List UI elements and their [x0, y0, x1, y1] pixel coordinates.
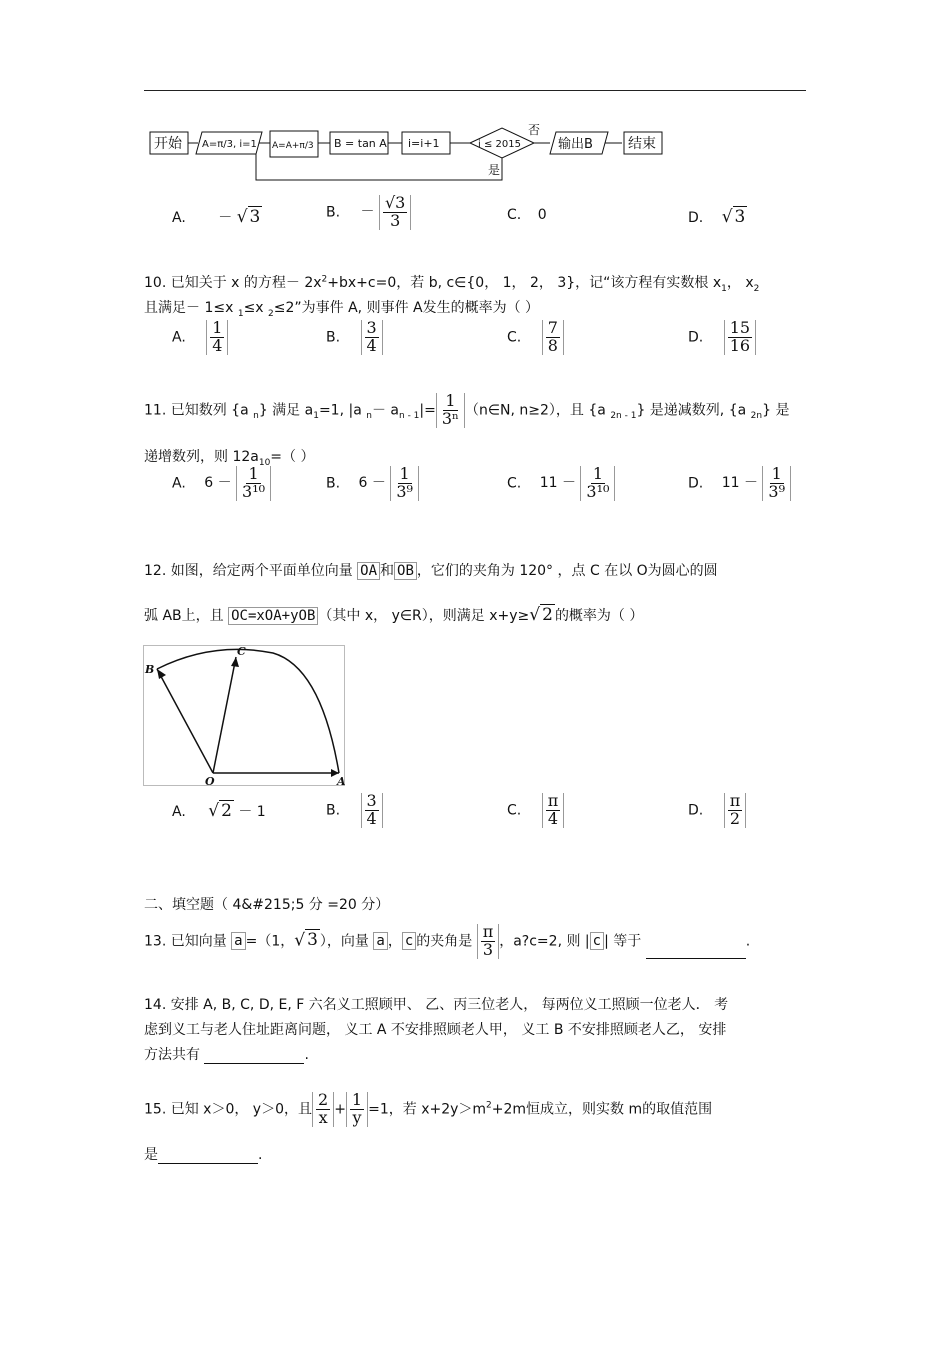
- text: } 满足 a: [258, 402, 314, 419]
- q10-line1: [144, 272, 759, 294]
- q11-option-c[interactable]: [507, 466, 615, 501]
- denominator: 3¹⁰: [242, 481, 266, 501]
- sup: 2: [486, 1100, 492, 1111]
- q10-line2: [144, 297, 539, 319]
- text: 的夹角是: [416, 933, 477, 950]
- radicand: 2: [542, 605, 553, 625]
- text: 11. 已知数列 {a: [144, 402, 254, 419]
- sqrt-expr: √ 3: [721, 207, 746, 227]
- denominator: 4: [212, 335, 223, 355]
- text: （n∈N, n≥2），且 {a: [464, 402, 611, 419]
- text: =（1，: [245, 933, 295, 950]
- q10-option-d[interactable]: [688, 320, 756, 355]
- text: =1: [368, 1101, 389, 1118]
- label-c: C: [237, 645, 246, 658]
- numerator: 1: [212, 318, 223, 337]
- sqrt-expr: √ 2: [208, 801, 232, 821]
- arc-ab: [157, 649, 339, 773]
- q12-option-d[interactable]: [688, 793, 746, 828]
- sub: 2n - 1: [610, 411, 637, 422]
- q15-line1: [144, 1092, 712, 1127]
- numerator: 1: [399, 464, 410, 483]
- q12-figure: [143, 645, 347, 787]
- flow-stepB: B = tan A: [334, 137, 387, 150]
- q12-option-c[interactable]: [507, 793, 564, 828]
- option-label: D.: [688, 802, 704, 819]
- numerator: 15: [729, 318, 751, 337]
- option-label: A.: [172, 210, 186, 226]
- option-label: B.: [326, 329, 341, 346]
- flow-cond: i ≤ 2015: [478, 139, 521, 150]
- label-o: O: [205, 775, 215, 787]
- sup: 2: [321, 274, 328, 285]
- q15-line2: [144, 1144, 262, 1164]
- text: 方法共有: [144, 1047, 205, 1063]
- option-label: C.: [507, 802, 522, 819]
- option-label: D.: [688, 329, 704, 346]
- denominator: 3ⁿ: [441, 408, 459, 428]
- answer-blank[interactable]: [204, 1049, 304, 1064]
- numerator: 3: [366, 318, 377, 337]
- numerator: 1: [248, 464, 259, 483]
- fraction: [542, 793, 565, 828]
- flow-init: A=π/3, i=1: [202, 139, 257, 150]
- fraction: [361, 320, 383, 355]
- fraction: [206, 320, 228, 355]
- denominator: 3⁹: [768, 481, 785, 501]
- q11-option-b[interactable]: [326, 466, 419, 501]
- vector-a: a: [231, 932, 245, 950]
- q13-line: [144, 924, 750, 959]
- q14-line2: 虑到义工与老人住址距离问题， 义工 A 不安排照顾老人甲， 义工 B 不安排照顾老人乙， 安排: [144, 1022, 727, 1038]
- flow-start: 开始: [154, 136, 182, 152]
- fraction: [542, 320, 564, 355]
- radicand: 3: [307, 930, 318, 951]
- denominator: 3: [482, 939, 494, 959]
- denominator: 4: [366, 335, 377, 355]
- q9-option-d[interactable]: [688, 207, 747, 227]
- option-tail: － 1: [238, 804, 266, 820]
- numerator: π: [482, 922, 494, 941]
- denominator: 2: [729, 808, 741, 828]
- q12-line1: [144, 560, 718, 580]
- text: .: [258, 1147, 263, 1163]
- fraction: [477, 924, 500, 959]
- fraction: [436, 393, 465, 428]
- q10-option-c[interactable]: [507, 320, 564, 355]
- flow-no: 否: [528, 123, 541, 137]
- q10-option-a[interactable]: [172, 320, 228, 355]
- text: } 是: [762, 402, 790, 419]
- flow-yes: 是: [488, 163, 501, 177]
- radicand: 3: [734, 207, 746, 227]
- sub: 2: [268, 308, 274, 319]
- q12-line2: [144, 605, 643, 625]
- fraction: [724, 793, 747, 828]
- sub: 2: [753, 283, 760, 294]
- sub: 1: [313, 411, 319, 422]
- answer-blank[interactable]: [646, 944, 746, 959]
- numerator: π: [547, 791, 559, 810]
- text: +bx+c=0，若 b, c∈{0， 1， 2， 3}，记“该方程有实数根 x: [327, 275, 722, 291]
- option-label: C.: [507, 329, 522, 346]
- minus-sign: －: [360, 204, 375, 221]
- text: 12. 如图，给定两个平面单位向量: [144, 563, 358, 579]
- text: ，: [387, 933, 402, 950]
- numerator: 1: [351, 1090, 363, 1109]
- denominator: 8: [547, 335, 558, 355]
- text: +: [334, 1101, 346, 1118]
- text: 递增数列，则 12a: [144, 449, 259, 465]
- denominator: x: [318, 1107, 328, 1127]
- option-lead: 11 －: [539, 475, 576, 492]
- vector-ob: OB: [394, 562, 417, 580]
- sub: n - 1: [399, 411, 420, 422]
- sqrt-expr: √ 3: [294, 930, 318, 951]
- fraction: [361, 793, 383, 828]
- vector-oc-expr: OC=xOA+yOB: [228, 607, 318, 625]
- text: ，: [499, 933, 514, 950]
- label-a: A: [337, 775, 346, 787]
- option-lead: 6 －: [358, 475, 386, 492]
- text: 是: [144, 1147, 158, 1163]
- option-label: A.: [172, 475, 186, 492]
- q11-line1: [144, 393, 789, 428]
- text: ，若 x+2y＞m: [388, 1101, 487, 1118]
- text: ），向量: [319, 933, 374, 950]
- text: （其中 x， y∈R），则满足 x+y≥: [318, 608, 530, 624]
- sub: n: [366, 411, 372, 422]
- text: | 等于: [604, 933, 642, 950]
- text: 的概率为（ ）: [554, 608, 644, 624]
- option-value: 0: [537, 207, 547, 223]
- vector-oa: OA: [357, 562, 380, 580]
- q10-option-b[interactable]: [326, 320, 383, 355]
- flow-out: 输出B: [558, 137, 593, 152]
- option-label: B.: [326, 204, 341, 221]
- text: ≤2”为事件 A, 则事件 A发生的概率为（ ）: [273, 300, 540, 316]
- numerator: 1: [771, 464, 782, 483]
- q11-line2: [144, 446, 314, 468]
- sub: 1: [721, 283, 727, 294]
- flow-end: 结束: [628, 136, 656, 152]
- arrowhead-b: [157, 669, 166, 679]
- q12-option-b[interactable]: [326, 793, 383, 828]
- text: ≤x: [243, 300, 269, 316]
- text: 且满足－ 1≤x: [144, 300, 238, 316]
- sub: n: [253, 411, 259, 422]
- numerator: 1: [592, 464, 603, 483]
- text: .: [745, 933, 751, 950]
- option-label: C.: [507, 475, 522, 492]
- flow-stepI: i=i+1: [408, 137, 440, 150]
- fraction: [236, 466, 271, 501]
- text: =（ ）: [270, 449, 315, 465]
- fraction: [580, 466, 615, 501]
- vector-c: c: [402, 932, 416, 950]
- vector-c: c: [590, 932, 604, 950]
- sub: 1: [237, 308, 244, 319]
- q14-line3: [144, 1044, 309, 1064]
- header-rule: [144, 90, 806, 91]
- denominator: 3¹⁰: [586, 481, 610, 501]
- option-label: A.: [172, 804, 186, 820]
- text: a?c=2, 则 |: [513, 933, 590, 950]
- q9-option-a[interactable]: [172, 207, 262, 227]
- option-label: A.: [172, 329, 186, 346]
- q9-flowchart: [144, 122, 664, 186]
- option-label: C.: [507, 207, 522, 223]
- fraction: [724, 320, 756, 355]
- sub: 10: [258, 457, 271, 468]
- denominator: 3⁹: [396, 481, 413, 501]
- option-lead: 6 －: [204, 475, 232, 492]
- answer-blank[interactable]: [158, 1149, 258, 1164]
- label-b: B: [145, 663, 155, 676]
- flow-loop-line: [256, 154, 502, 180]
- numerator: 3: [366, 791, 377, 810]
- text: 和: [380, 563, 395, 579]
- option-label: D.: [688, 475, 704, 492]
- text: － a: [371, 402, 399, 419]
- fraction: [379, 195, 411, 230]
- section-heading: 二、填空题（ 4&#215;5 分 =20 分）: [144, 897, 390, 913]
- text: .: [304, 1047, 309, 1063]
- text: =1, |a: [318, 402, 367, 419]
- denominator: 4: [366, 808, 377, 828]
- option-lead: 11 －: [721, 475, 758, 492]
- text: 15. 已知 x＞0， y＞0，且: [144, 1101, 312, 1118]
- denominator: y: [352, 1107, 362, 1127]
- fraction: [346, 1092, 368, 1127]
- vector-ob-arrow: [157, 669, 213, 773]
- denominator: 4: [547, 808, 559, 828]
- q14-line1: 14. 安排 A, B, C, D, E, F 六名义工照顾甲、 乙、丙三位老人， 每两位义工照顾一位老人． 考: [144, 997, 729, 1013]
- text: } 是递减数列, {a: [636, 402, 751, 419]
- sqrt-expr: √ 2: [529, 605, 553, 625]
- text: 13. 已知向量: [144, 933, 232, 950]
- numerator: 7: [547, 318, 558, 337]
- q9-option-c[interactable]: [507, 207, 547, 223]
- q9-option-b[interactable]: [326, 195, 411, 230]
- sub: 2n: [750, 411, 763, 422]
- text: 弧 AB上，且: [144, 608, 229, 624]
- option-label: D.: [688, 210, 704, 226]
- numerator: √3: [384, 193, 406, 212]
- text: ，它们的夹角为 120° ，点 C 在以 O为圆心的圆: [416, 563, 718, 579]
- flow-stepA: A=A+π/3: [272, 141, 314, 151]
- fraction: [312, 1092, 334, 1127]
- option-label: B.: [326, 475, 341, 492]
- vector-a: a: [373, 932, 387, 950]
- q11-option-a[interactable]: [172, 466, 271, 501]
- text: +2m恒成立，则实数 m的取值范围: [491, 1101, 713, 1118]
- vector-oc-arrow: [213, 657, 236, 773]
- radicand: 3: [249, 207, 261, 227]
- denominator: 16: [729, 335, 751, 355]
- q11-option-d[interactable]: [688, 466, 791, 501]
- figure-frame: [144, 646, 345, 786]
- fraction: [390, 466, 419, 501]
- radicand: 2: [221, 801, 232, 821]
- sqrt-expr: √ 3: [236, 207, 261, 227]
- option-label: B.: [326, 802, 341, 819]
- fraction: [762, 466, 791, 501]
- minus-sign: －: [218, 210, 233, 226]
- q12-option-a[interactable]: [172, 801, 266, 821]
- numerator: 1: [445, 391, 456, 410]
- numerator: 2: [318, 1090, 329, 1109]
- text: |=: [419, 402, 436, 419]
- numerator: π: [729, 791, 741, 810]
- denominator: 3: [390, 210, 401, 230]
- text: ， x: [726, 275, 754, 291]
- text: 10. 已知关于 x 的方程－ 2x: [144, 275, 322, 291]
